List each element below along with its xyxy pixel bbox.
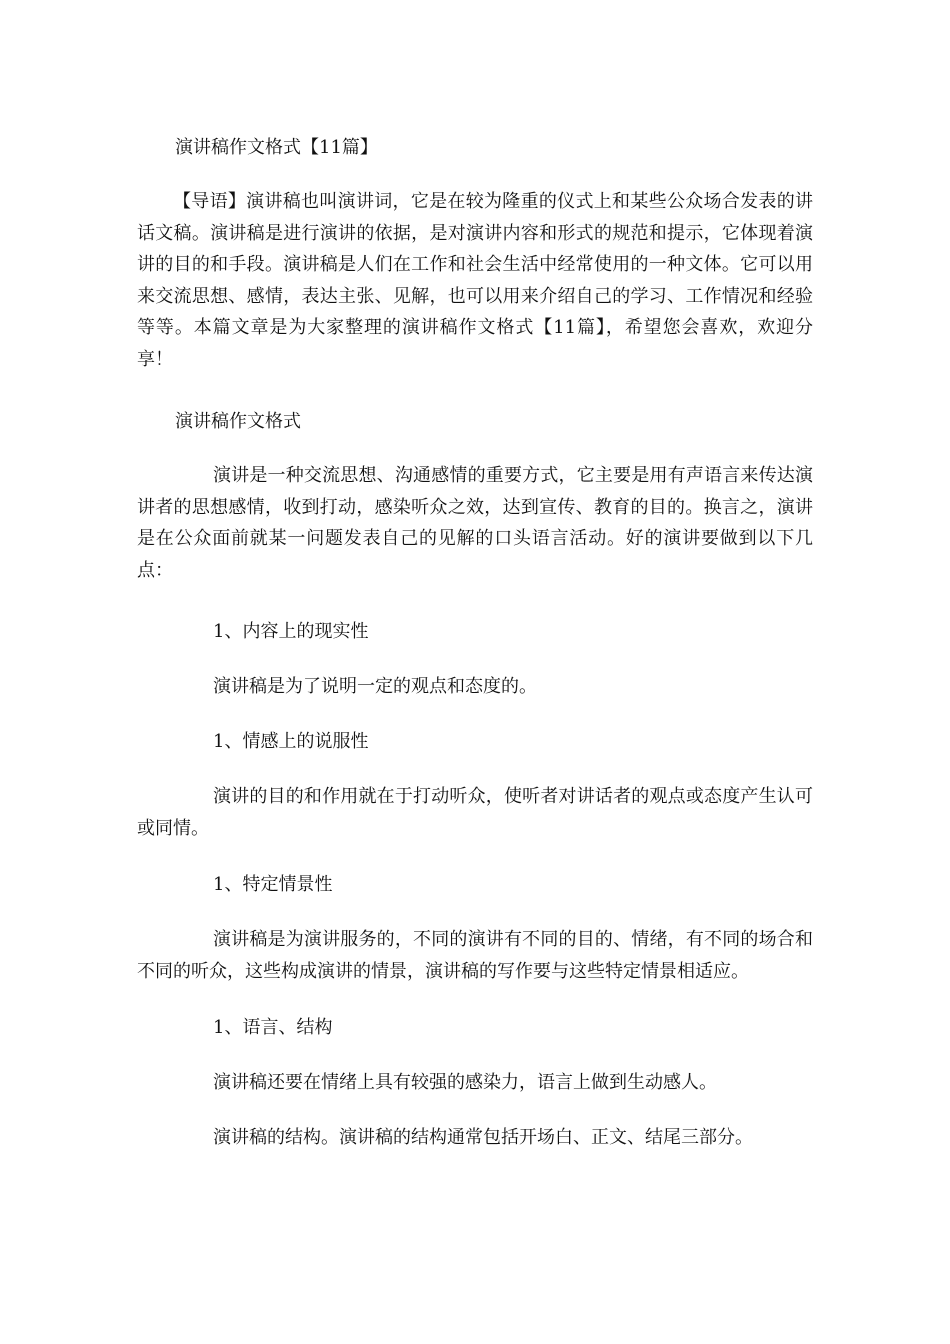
point-heading-1: 1、内容上的现实性: [213, 621, 369, 642]
intro-paragraph: 【导语】演讲稿也叫演讲词，它是在较为隆重的仪式上和某些公众场合发表的讲话文稿。演讲稿是进行演讲的依据，是对演讲内容和形式的规范和提示，它体现着演讲的目的和手段。演讲稿是人们在工作和社会生活中经常使用的一种文体。它可以用来交流思想、感情，表达主张、见解，也可以用来介绍自己的学习、工作情况和经验等等。本篇文章是为大家整理的演讲稿作文格式【11篇】，希望您会喜欢，欢迎分享！: [137, 191, 813, 370]
structure-paragraph: 演讲稿的结构。演讲稿的结构通常包括开场白、正文、结尾三部分。: [213, 1127, 753, 1148]
point-text-2: 演讲的目的和作用就在于打动听众，使听者对讲话者的观点或态度产生认可或同情。: [137, 786, 813, 839]
point-heading-3: 1、特定情景性: [213, 874, 333, 895]
point-text-4: 演讲稿还要在情绪上具有较强的感染力，语言上做到生动感人。: [213, 1072, 717, 1093]
section-intro-paragraph: 演讲是一种交流思想、沟通感情的重要方式，它主要是用有声语言来传达演讲者的思想感情，收到打动，感染听众之效，达到宣传、教育的目的。换言之，演讲是在公众面前就某一问题发表自己的见解的口头语言活动。好的演讲要做到以下几点：: [137, 465, 813, 581]
point-text-3: 演讲稿是为演讲服务的，不同的演讲有不同的目的、情绪，有不同的场合和不同的听众，这些构成演讲的情景，演讲稿的写作要与这些特定情景相适应。: [137, 929, 813, 982]
point-text-1: 演讲稿是为了说明一定的观点和态度的。: [213, 676, 537, 697]
point-heading-4: 1、语言、结构: [213, 1017, 333, 1038]
section-heading: 演讲稿作文格式: [175, 411, 301, 432]
document-title: 演讲稿作文格式【11篇】: [175, 137, 378, 158]
point-heading-2: 1、情感上的说服性: [213, 731, 369, 752]
